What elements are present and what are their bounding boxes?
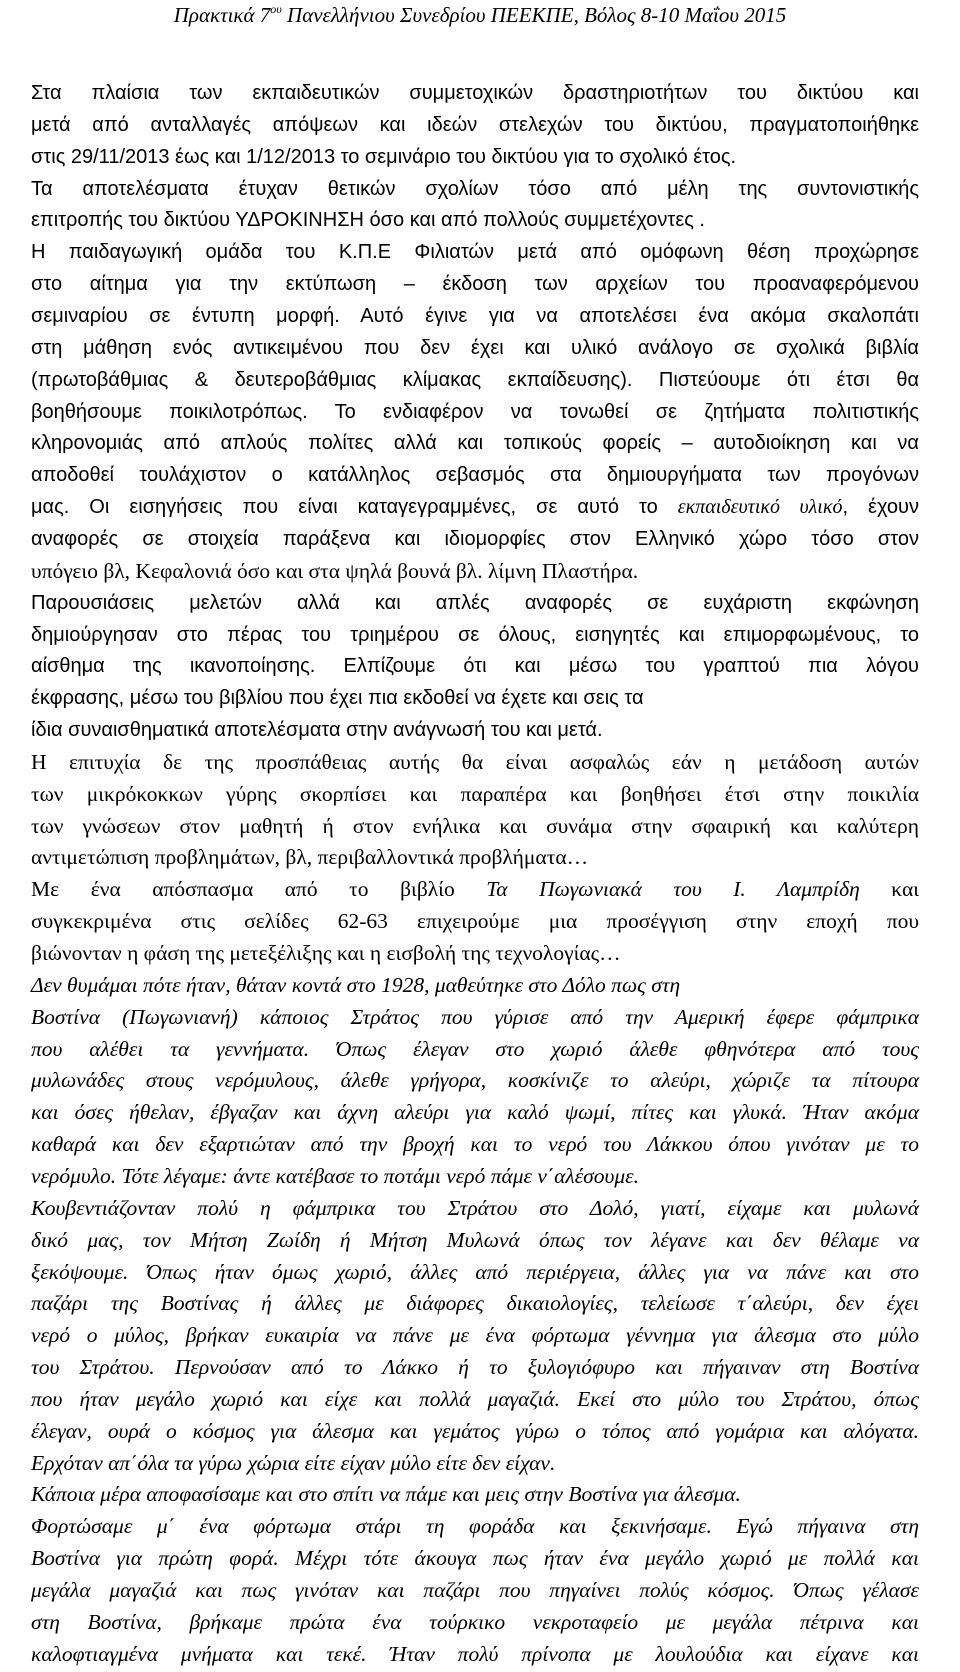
text-line: (πρωτοβάθμιας & δευτεροβάθμιας κλίμακας εκπαίδευσης). Πιστεύουμε ότι έτσι θα	[31, 368, 919, 391]
text-line: συγκεκριμένα στις σελίδες 62-63 επιχειρούμε μια προσέγγιση στην εποχή που	[31, 909, 919, 934]
text-line	[31, 492, 919, 525]
text-line: Η επιτυχία δε της προσπάθειας αυτής θα είναι ασφαλώς εάν η μετάδοση αυτών	[31, 749, 919, 774]
text-run: , έχουν	[842, 496, 919, 519]
text-line: Βοστίνα (Πωγωνιανή) κάποιος Στράτος που γύρισε από την Αμερική έφερε φάμπρικα	[31, 1004, 919, 1029]
text-line: Τα αποτελέσματα έτυχαν θετικών σχολίων τόσο από μέλη της συντονιστικής	[31, 177, 919, 200]
text-line: Παρουσιάσεις μελετών αλλά και απλές αναφορές σε ευχάριστη εκφώνηση	[31, 591, 919, 614]
text-line	[31, 874, 919, 907]
text-line: αναφορές σε στοιχεία παράξενα και ιδιομορφίες στον Ελληνικό χώρο τόσο στον	[31, 527, 919, 550]
text-line: στο αίτημα για την εκτύπωση – έκδοση των αρχείων του προαναφερόμενου	[31, 273, 919, 296]
text-line: μυλωνάδες στους νερόμυλους, άλεθε γρήγορα, κοσκίνιζε το αλεύρι, χώριζε τα πίτουρα	[31, 1068, 919, 1093]
text-line: βιώνονταν η φάση της μετεξέλιξης και η εισβολή της τεχνολογίας…	[31, 941, 621, 965]
text-line: μεγάλα μαγαζιά και πως γινόταν και παζάρι που πηγαίνει πολύς κόσμος. Όπως γέλασε	[31, 1578, 919, 1602]
text-line: Δεν θυμάμαι πότε ήταν, θάταν κοντά στο 1928, μαθεύτηκε στο Δόλο πως στη	[31, 972, 681, 997]
text-run: και	[859, 877, 919, 902]
header-prefix: Πρακτικά 7	[173, 3, 271, 27]
text-line: παζάρι της Βοστίνας ή άλλες με διάφορες δικαιολογίες, τελείωσε τ΄αλεύρι, δεν έχει	[31, 1291, 919, 1316]
text-run: Με ένα απόσπασμα από το βιβλίο	[31, 877, 487, 902]
text-line: νερό ο μύλος, βρήκαν ευκαιρία να πάνε με ένα φόρτωμα γέννημα για άλεσμα στο μύλο	[31, 1323, 919, 1348]
text-line: που ήταν μεγάλο χωριό και είχε και πολλά μαγαζιά. Εκεί στο μύλο του Στράτου, όπως	[31, 1386, 919, 1411]
italic-phrase: Τα Πωγωνιακά του Ι. Λαμπρίδη	[486, 877, 860, 902]
text-line: βοηθήσουμε ποικιλοτρόπως. Το ενδιαφέρον να τονωθεί σε ζητήματα πολιτιστικής	[31, 400, 919, 423]
text-line: Στα πλαίσια των εκπαιδευτικών συμμετοχικών δραστηριοτήτων του δικτύου και	[31, 82, 919, 104]
text-line: Η παιδαγωγική ομάδα του Κ.Π.Ε Φιλιατών μετά από ομόφωνη θέση προχώρησε	[31, 241, 919, 264]
page-header	[0, 3, 960, 27]
text-line: Φορτώσαμε μ΄ ένα φόρτωμα στάρι τη φοράδα και ξεκινήσαμε. Εγώ πήγαινα στη	[31, 1514, 919, 1539]
text-line: επιτροπής του δικτύου ΥΔΡΟΚΙΝΗΣΗ όσο και από πολλούς συμμετέχοντες .	[31, 209, 705, 232]
text-line: που αλέθει τα γεννήματα. Όπως έλεγαν στο χωριό άλεθε φθηνότερα από τους	[31, 1036, 919, 1061]
text-line: του Στράτου. Περνούσαν από το Λάκκο ή το ξυλογιόφυρο και πήγαιναν στη Βοστίνα	[31, 1355, 919, 1379]
text-line: καλοφτιαγμένα μνήματα και τεκέ. Ήταν πολύ πρίνοπα με λουλούδια και είχανε και	[31, 1641, 919, 1666]
text-line: Κουβεντιάζονταν πολύ η φάμπρικα του Στράτου στο Δολό, γιατί, είχαμε και μυλωνά	[31, 1195, 919, 1220]
text-line: κληρονομιάς από απλούς πολίτες αλλά και τοπικούς φορείς – αυτοδιοίκηση και να	[31, 432, 919, 455]
text-line: αντιμετώπιση προβλημάτων, βλ, περιβαλλοντικά προβλήματα…	[31, 845, 589, 870]
text-line: και όσες ήθελαν, έβγαζαν και άχνη αλεύρι για καλό ψωμί, πίτες και γλυκά. Ήταν ακόμα	[31, 1100, 919, 1125]
text-line: υπόγειο βλ, Κεφαλονιά όσο και στα ψηλά βουνά βλ. λίμνη Πλαστήρα.	[31, 558, 639, 583]
text-line: των γνώσεων στον μαθητή ή στον ενήλικα και συνάμα στην σφαιρική και καλύτερη	[31, 813, 919, 838]
header-suffix: Πανελλήνιου Συνεδρίου ΠΕΕΚΠΕ, Βόλος 8-10 Μαΐου 2015	[281, 3, 787, 27]
text-line: δικό μας, τον Μήτση Ζωίδη ή Μήτση Μυλωνά όπως τον λέγανε και δεν θέλαμε να	[31, 1227, 919, 1252]
text-line: Βοστίνα για πρώτη φορά. Μέχρι τότε άκουγα πως ήταν ένα μεγάλο χωριό με πολλά και	[31, 1546, 919, 1571]
text-line: των μικρόκοκκων γύρης σκορπίσει και παραπέρα και βοηθήσει έτσι στην ποικιλία	[31, 781, 919, 806]
text-line: έκφρασης, μέσω του βιβλίου που έχει πια εκδοθεί να έχετε και σεις τα	[31, 687, 644, 710]
text-line: Ερχόταν απ΄όλα τα γύρω χώρια είτε είχαν μύλο είτε δεν είχαν.	[31, 1450, 556, 1475]
text-line: έλεγαν, ουρά ο κόσμος για άλεσμα και γεμάτος γύρω ο τόπος από γομάρια και αλόγατα.	[31, 1418, 919, 1443]
text-line: ίδια συναισθηματικά αποτελέσματα στην ανάγνωσή του και μετά.	[31, 719, 603, 741]
text-line: καθαρά και δεν εξαρτιώταν από την βροχή και το νερό του Λάκκου όπου γινόταν με το	[31, 1132, 919, 1156]
text-line: στις 29/11/2013 έως και 1/12/2013 το σεμινάριο του δικτύου για το σχολικό έτος.	[31, 145, 737, 168]
header-superscript: ου	[270, 2, 282, 16]
text-line: αποδοθεί τουλάχιστον ο κατάλληλος σεβασμός στα δημιουργήματα των προγόνων	[31, 464, 919, 487]
italic-phrase: εκπαιδευτικό υλικό	[677, 496, 843, 519]
text-line: δημιούργησαν στο πέρας του τριημέρου σε όλους, εισηγητές και επιμορφωμένους, το	[31, 623, 919, 646]
text-line: νερόμυλο. Τότε λέγαμε: άντε κατέβασε το ποτάμι νερό πάμε ν΄αλέσουμε.	[31, 1163, 640, 1188]
text-line: Κάποια μέρα αποφασίσαμε και στο σπίτι να πάμε και μεις στην Βοστίνα για άλεσμα.	[31, 1482, 741, 1507]
text-line: ξεκόψουμε. Όπως ήταν όμως χωριό, άλλες από περιέργεια, άλλες για να πάνε και στο	[31, 1259, 919, 1284]
text-line: αίσθημα της ικανοποίησης. Ελπίζουμε ότι και μέσω του γραπτού πια λόγου	[31, 655, 919, 678]
text-line: μετά από ανταλλαγές απόψεων και ιδεών στελεχών του δικτύου, πραγματοποιήθηκε	[31, 113, 919, 136]
text-line: στη μάθηση ενός αντικειμένου που δεν έχει και υλικό ανάλογο σε σχολικά βιβλία	[31, 336, 919, 359]
text-line: σεμιναρίου σε έντυπη μορφή. Αυτό έγινε για να αποτελέσει ένα ακόμα σκαλοπάτι	[31, 305, 919, 327]
text-run: μας. Οι εισηγήσεις που είναι καταγεγραμμένες, σε αυτό το	[31, 496, 678, 519]
text-line: στη Βοστίνα, βρήκαμε πρώτα ένα τούρκικο νεκροταφείο με μεγάλα πέτρινα και	[31, 1609, 919, 1634]
